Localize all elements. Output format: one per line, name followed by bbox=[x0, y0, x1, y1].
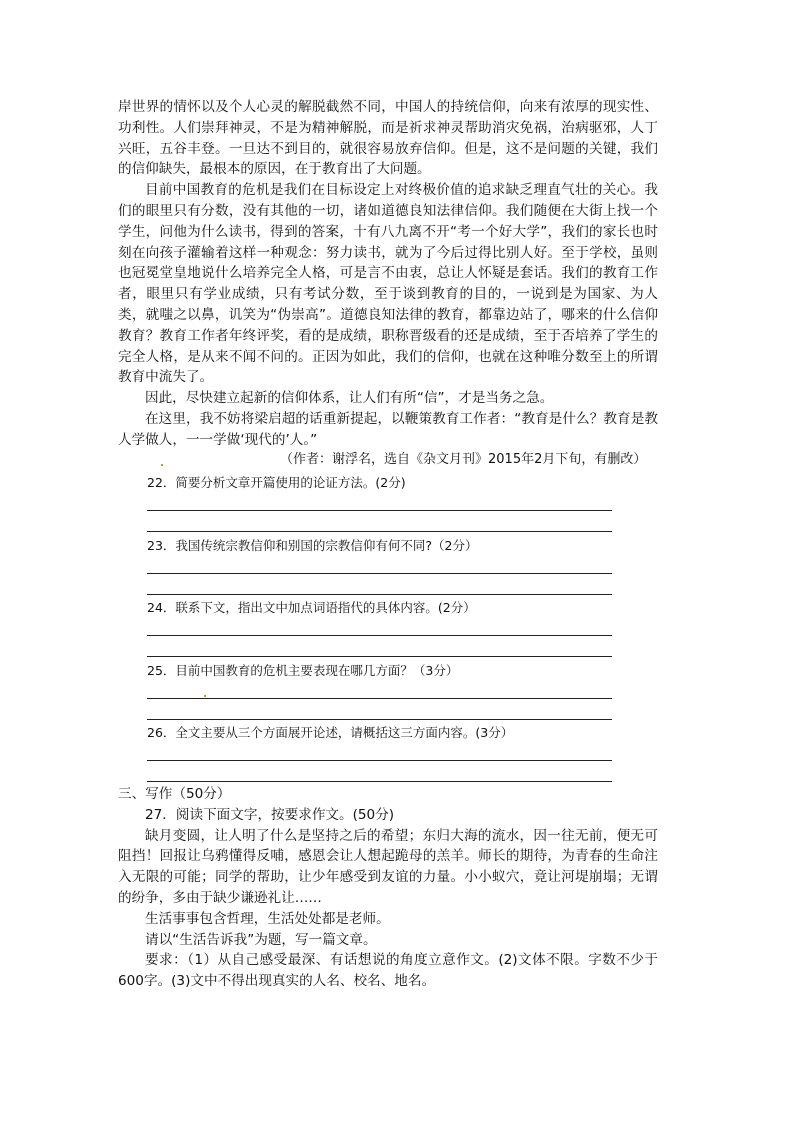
answer-line[interactable] bbox=[147, 719, 612, 720]
answer-line[interactable] bbox=[147, 573, 612, 574]
question-25: 25．目前中国教育的危机主要表现在哪几方面？（3分） bbox=[147, 663, 459, 678]
answer-line[interactable] bbox=[147, 510, 612, 511]
answer-line[interactable] bbox=[147, 760, 612, 761]
writing-title-instruction: 请以“生活告诉我”为题，写一篇文章。 bbox=[145, 931, 377, 948]
essay-paragraph-4: 在这里，我不妨将梁启超的话重新提起，以鞭策教育工作者：“教育是什么？教育是教人学做人，一一学做‘现代的’人。” bbox=[118, 410, 658, 448]
writing-section bbox=[118, 784, 658, 992]
question-26: 26．全文主要从三个方面展开论述，请概括这三方面内容。(3分） bbox=[147, 725, 514, 740]
essay-paragraph-3: 因此，尽快建立起新的信仰体系，让人们有所“信”，才是当务之急。 bbox=[145, 390, 554, 407]
question-23: 23．我国传统宗教信仰和别国的宗教信仰有何不同?（2分） bbox=[147, 538, 478, 553]
writing-requirements: 要求：（1）从自己感受最深、有话想说的角度立意作文。(2)文体不限。字数不少于600字。(3)文中不得出现真实的人名、校名、地名。 bbox=[118, 952, 658, 990]
question-22: 22．简要分析文章开篇使用的论证方法。(2分) bbox=[147, 475, 406, 490]
question-27: 27．阅读下面文字，按要求作文。(50分) bbox=[145, 806, 395, 823]
writing-prompt: 缺月变圆，让人明了什么是坚持之后的希望；东归大海的流水，因一往无前，便无可阻挡！回报让乌鸦懂得反哺，感恩会让人想起跪母的羔羊。师长的期待，为青春的生命注入无限的可能；同学的帮助，让少年感受到友谊的力量。小小蚁穴，竟让河堤崩塌；无谓的纷争，多由于缺少谦逊礼让…… bbox=[118, 827, 658, 906]
answer-line[interactable] bbox=[147, 781, 612, 782]
answer-line[interactable] bbox=[147, 531, 612, 532]
answer-line[interactable] bbox=[147, 698, 612, 699]
stray-dot-mark bbox=[204, 695, 206, 697]
writing-philosophy: 生活事事包含哲理，生活处处都是老师。 bbox=[145, 910, 390, 927]
essay-source: （作者：谢浮名，选自《杂文月刊》2015年2月下旬，有删改） bbox=[280, 452, 647, 467]
question-24: 24．联系下文，指出文中加点词语指代的具体内容。(2分） bbox=[147, 600, 476, 615]
essay-paragraph-1: 岸世界的情怀以及个人心灵的解脱截然不同，中国人的持统信仰，向来有浓厚的现实性、功利性。人们崇拜神灵，不是为精神解脱，而是祈求神灵帮助消灾免祸，治病驱邪，人丁兴旺，五谷丰登。一旦达不到目的，就很容易放弃信仰。但是，这不是问题的关键，我们的信仰缺失，最根本的原因，在于教育出了大问题。 bbox=[118, 99, 658, 178]
essay-body bbox=[118, 97, 658, 451]
writing-section-title: 三、写作（50分） bbox=[118, 786, 231, 802]
answer-line[interactable] bbox=[147, 594, 612, 595]
answer-line[interactable] bbox=[147, 656, 612, 657]
essay-paragraph-2: 目前中国教育的危机是我们在目标设定上对终极价值的追求缺乏理直气壮的关心。我们的眼里只有分数，没有其他的一切，诸如道德良知法律信仰。我们随便在大街上找一个学生，问他为什么读书，得到的答案，十有八九离不开“考一个好大学”，我们的家长也时刻在向孩子灌输着这样一种观念：努力读书，就为了今后过得比别人好。至于学校，虽则也冠冕堂皇地说什么培养完全人格，可是言不由衷，总让人怀疑是套话。我们的教育工作者，眼里只有学业成绩，只有考试分数，至于谈到教育的目的，一说到是为国家、为人类，就嗤之以鼻，讥笑为“伪崇高”。道德良知法律的教育，都靠边站了，哪来的什么信仰教育？教育工作者年终评奖，看的是成绩，职称晋级看的还是成绩，至于否培养了学生的完全人格，是从来不闻不问的。正因为如此，我们的信仰，也就在这种唯分数至上的所谓教育中流失了。 bbox=[118, 182, 658, 386]
answer-line[interactable] bbox=[147, 635, 612, 636]
stray-dot-mark bbox=[161, 464, 163, 466]
